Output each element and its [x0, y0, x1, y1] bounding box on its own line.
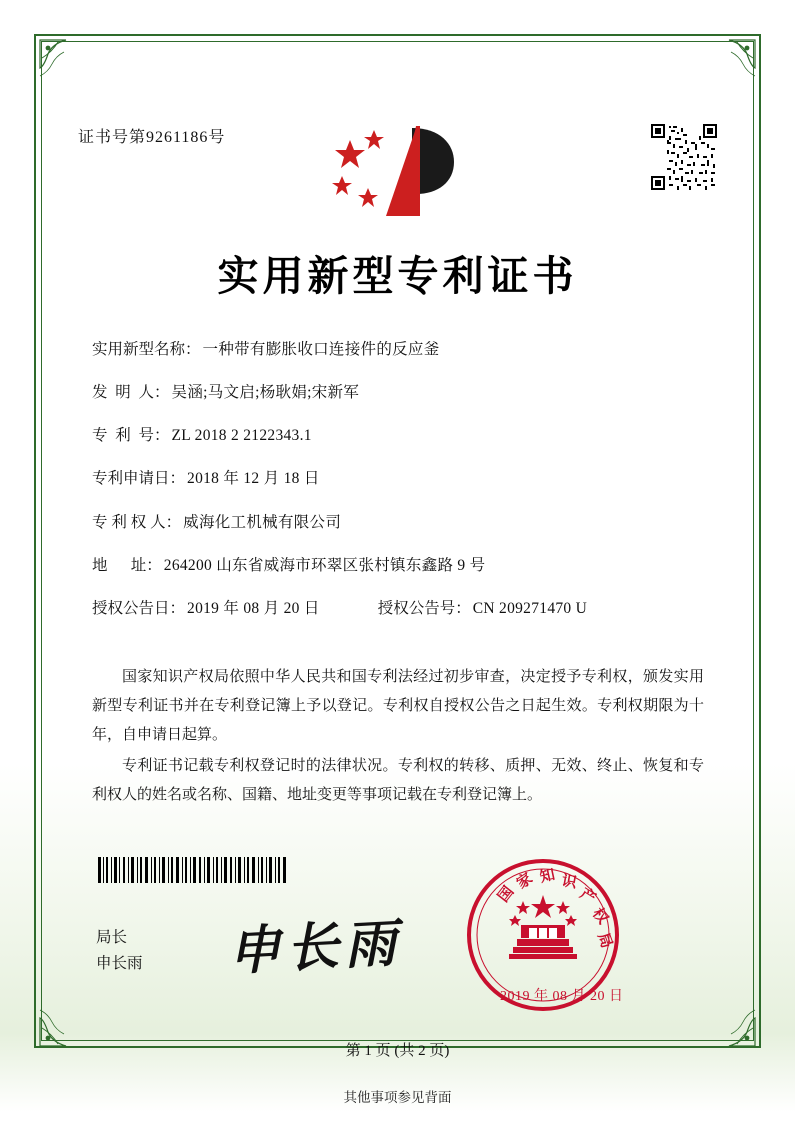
certificate-number: 证书号第9261186号: [78, 129, 226, 146]
svg-text:权: 权: [588, 904, 613, 928]
field-label: 专 利 号：: [92, 427, 170, 445]
field-label: 发 明 人：: [92, 384, 170, 402]
field-label: 实用新型名称：: [92, 341, 201, 358]
corner-ornament-icon: [38, 38, 92, 92]
qr-code: [651, 124, 717, 190]
footer-note: 其他事项参见背面: [343, 1090, 452, 1105]
field-label-grant-date: 授权公告日：: [92, 599, 186, 617]
field-value: 吴涵;马文启;杨耿娟;宋新军: [171, 384, 360, 402]
field-value-grant-date: 2019 年 08 月 20 日: [187, 599, 320, 617]
handwritten-signature: 申长雨: [226, 912, 404, 983]
svg-text:局: 局: [594, 930, 617, 951]
field-label: 专 利 权 人：: [92, 513, 182, 531]
legal-paragraph-1: 国家知识产权局依照中华人民共和国专利法经过初步审查，决定授予专利权，颁发实用新型专利证书并在专利登记簿上予以登记。专利权自授权公告之日起生效。专利权期限为十年，自申请日起算。: [92, 669, 704, 743]
field-label: 地 址：: [92, 556, 162, 574]
corner-ornament-icon: [703, 38, 757, 92]
field-row-patent-number: [92, 426, 712, 446]
signature-name: 申长雨: [96, 955, 143, 972]
signature-role: 局长: [96, 929, 128, 946]
field-value: ZL 2018 2 2122343.1: [171, 427, 312, 445]
field-value: 一种带有膨胀收口连接件的反应釜: [202, 341, 440, 358]
field-row-name: [92, 340, 712, 360]
page-number: 第 1 页 (共 2 页): [345, 1043, 450, 1059]
cnipa-logo-icon: [320, 118, 470, 223]
field-value: 威海化工机械有限公司: [183, 513, 342, 531]
svg-text:产: 产: [576, 884, 600, 908]
field-label-publication-number: 授权公告号：: [377, 599, 471, 617]
fields-list: [92, 340, 712, 642]
barcode: [98, 857, 288, 883]
field-row-address: [92, 556, 712, 576]
field-value: 264200 山东省威海市环翠区张村镇东鑫路 9 号: [163, 556, 486, 574]
svg-text:国: 国: [493, 882, 518, 906]
field-row-inventor: [92, 383, 712, 403]
grant-publication-group: [378, 599, 587, 619]
svg-text:识: 识: [560, 871, 579, 892]
legal-paragraph-2: 专利证书记载专利权登记时的法律状况。专利权的转移、质押、无效、终止、恢复和专利权人的姓名或名称、国籍、地址变更等事项记载在专利登记簿上。: [92, 758, 704, 803]
field-row-application-date: [92, 469, 712, 489]
field-row-grant: [92, 599, 712, 619]
svg-text:知: 知: [538, 865, 557, 886]
field-row-patentee: [92, 513, 712, 533]
seal-date: 2019 年 08 月 20 日: [500, 989, 624, 1004]
page-title: 实用新型专利证书: [217, 252, 578, 300]
field-value: 2018 年 12 月 18 日: [187, 470, 320, 488]
signature-block: [96, 925, 143, 977]
field-label: 专利申请日：: [92, 470, 186, 488]
legal-text: [92, 663, 704, 812]
field-value-publication-number: CN 209271470 U: [472, 599, 588, 617]
svg-text:家: 家: [513, 868, 536, 893]
